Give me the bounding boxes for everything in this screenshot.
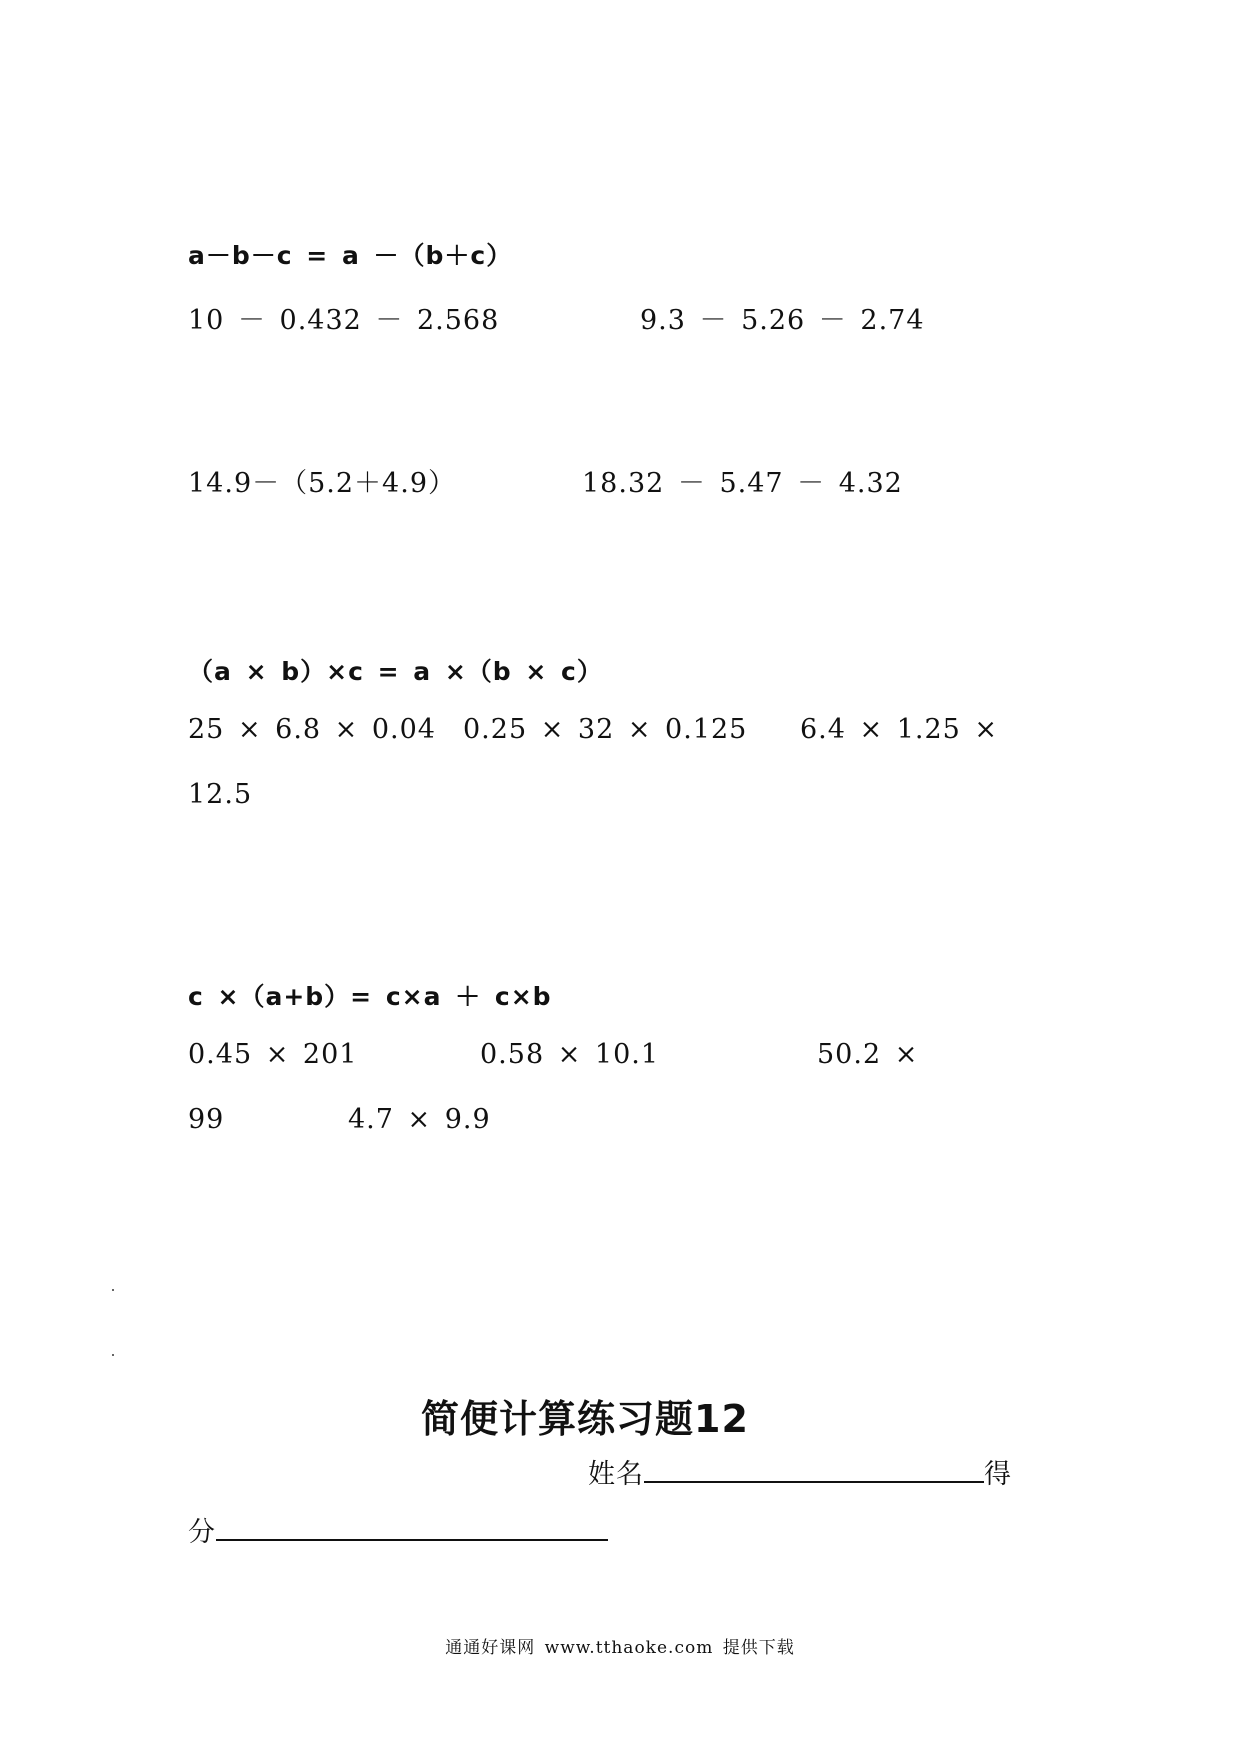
score-label-part2: 分 xyxy=(188,1517,216,1548)
problem: 14.9－（5.2＋4.9） xyxy=(188,468,456,499)
footer-credit: 通通好课网 www.tthaoke.com 提供下载 xyxy=(445,1638,795,1658)
problem: 12.5 xyxy=(188,779,253,810)
margin-mark xyxy=(112,1289,114,1291)
problem: 4.7 × 9.9 xyxy=(348,1104,491,1135)
problem: 0.45 × 201 xyxy=(188,1039,358,1070)
problem: 25 × 6.8 × 0.04 xyxy=(188,714,436,745)
score-field xyxy=(188,1510,608,1549)
rule-distributive: c ×（a+b）= c×a ＋ c×b xyxy=(188,982,552,1011)
name-blank xyxy=(644,1459,984,1483)
problem: 18.32 － 5.47 － 4.32 xyxy=(582,468,903,499)
problem: 0.25 × 32 × 0.125 xyxy=(463,714,748,745)
score-label-part1: 得 xyxy=(984,1459,1012,1490)
name-field xyxy=(588,1452,1012,1491)
rule-subtraction: a－b－c = a －（b＋c） xyxy=(188,241,513,270)
rule-associative-multiplication: （a × b）×c = a ×（b × c） xyxy=(188,657,603,686)
margin-mark xyxy=(112,1354,114,1356)
worksheet-title: 简便计算练习题12 xyxy=(421,1397,749,1441)
problem: 9.3 － 5.26 － 2.74 xyxy=(640,305,925,336)
problem: 6.4 × 1.25 × xyxy=(800,714,999,745)
name-label: 姓名 xyxy=(588,1459,644,1490)
problem: 10 － 0.432 － 2.568 xyxy=(188,305,500,336)
problem: 50.2 × xyxy=(817,1039,919,1070)
score-blank xyxy=(216,1517,608,1541)
problem: 0.58 × 10.1 xyxy=(480,1039,660,1070)
problem: 99 xyxy=(188,1104,225,1135)
